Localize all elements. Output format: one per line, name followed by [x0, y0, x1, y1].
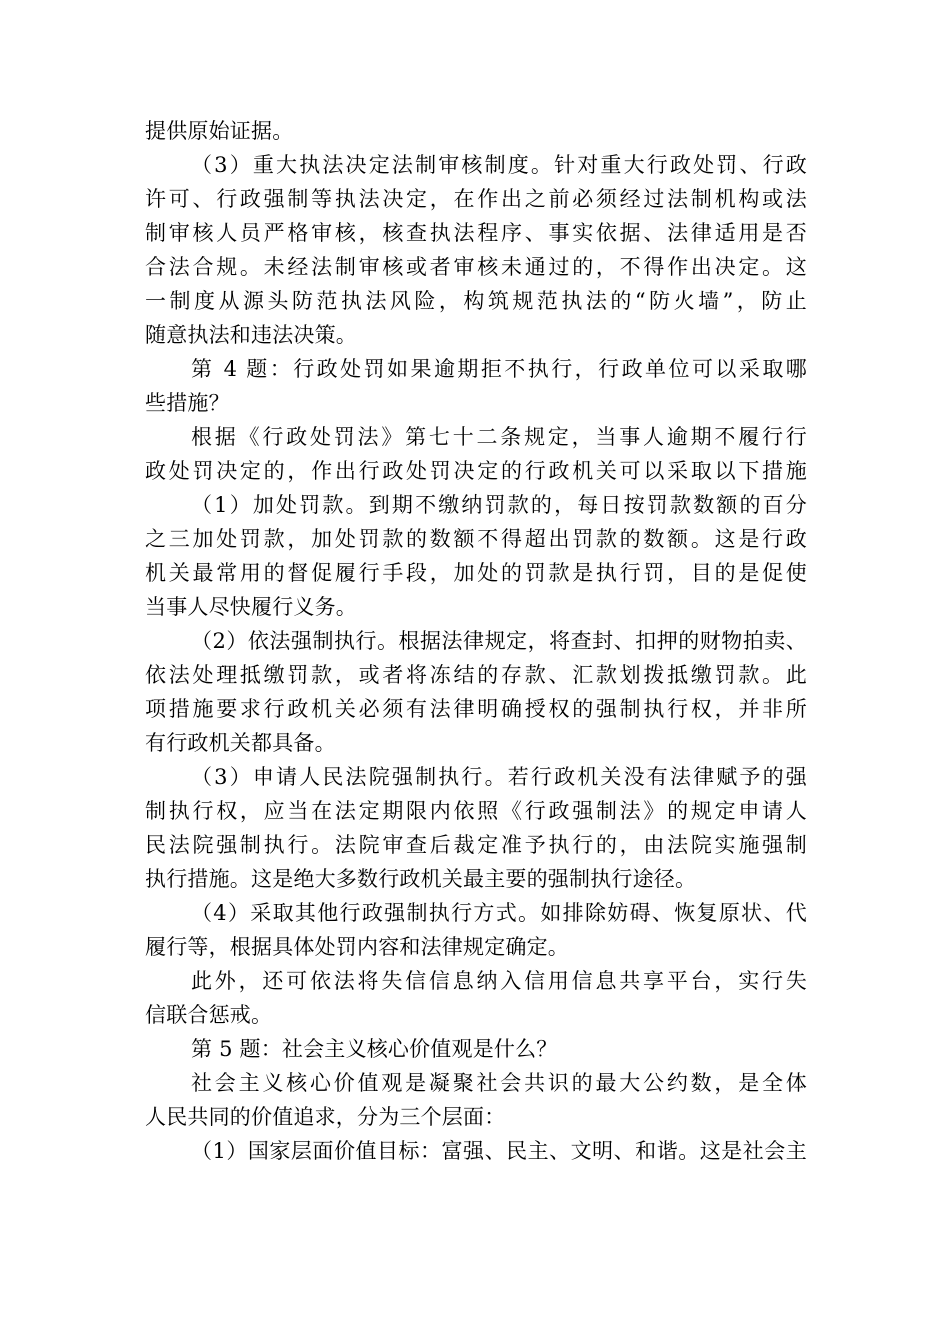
text-line: （1）加处罚款。到期不缴纳罚款的，每日按罚款数额的百分 — [191, 493, 807, 517]
text-line: 第 5 题：社会主义核心价值观是什么？ — [191, 1037, 558, 1061]
text-line: 执行措施。这是绝大多数行政机关最主要的强制执行途径。 — [145, 867, 697, 891]
text-line: 此外，还可依法将失信信息纳入信用信息共享平台，实行失 — [191, 969, 807, 993]
text-line: （3）重大执法决定法制审核制度。针对重大行政处罚、行政 — [191, 153, 807, 177]
document-body — [145, 114, 807, 1168]
text-line: 信联合惩戒。 — [145, 1003, 273, 1027]
text-line: 依法处理抵缴罚款，或者将冻结的存款、汇款划拨抵缴罚款。此 — [145, 663, 807, 687]
text-line: 提供原始证据。 — [145, 119, 294, 143]
text-line: 当事人尽快履行义务。 — [145, 595, 357, 619]
text-line: 民法院强制执行。法院审查后裁定准予执行的，由法院实施强制 — [145, 833, 807, 857]
text-line: 一制度从源头防范执法风险，构筑规范执法的“防火墙”，防止 — [145, 289, 807, 313]
text-line: 制执行权，应当在法定期限内依照《行政强制法》的规定申请人 — [145, 799, 807, 823]
text-line: （2）依法强制执行。根据法律规定，将查封、扣押的财物拍卖、 — [191, 629, 807, 653]
text-line: （4）采取其他行政强制执行方式。如排除妨碍、恢复原状、代 — [191, 901, 807, 925]
text-line: （1）国家层面价值目标：富强、民主、文明、和谐。这是社会主 — [191, 1139, 807, 1163]
text-line: 制审核人员严格审核，核查执法程序、事实依据、法律适用是否 — [145, 221, 807, 245]
text-line: （3）申请人民法院强制执行。若行政机关没有法律赋予的强 — [191, 765, 807, 789]
text-line: 有行政机关都具备。 — [145, 731, 336, 755]
text-line: 合法合规。未经法制审核或者审核未通过的，不得作出决定。这 — [145, 255, 807, 279]
text-line: 许可、行政强制等执法决定，在作出之前必须经过法制机构或法 — [145, 187, 807, 211]
text-line: 些措施？ — [145, 391, 230, 415]
text-line: 机关最常用的督促履行手段，加处的罚款是执行罚，目的是促使 — [145, 561, 807, 585]
text-line: 社会主义核心价值观是凝聚社会共识的最大公约数，是全体 — [191, 1071, 807, 1095]
text-line: 项措施要求行政机关必须有法律明确授权的强制执行权，并非所 — [145, 697, 807, 721]
text-line: 之三加处罚款，加处罚款的数额不得超出罚款的数额。这是行政 — [145, 527, 807, 551]
text-line: 政处罚决定的，作出行政处罚决定的行政机关可以采取以下措施 — [145, 459, 807, 483]
text-line: 履行等，根据具体处罚内容和法律规定确定。 — [145, 935, 569, 959]
text-line: 第 4 题：行政处罚如果逾期拒不执行，行政单位可以采取哪 — [191, 357, 807, 381]
text-line: 人民共同的价值追求，分为三个层面： — [145, 1105, 506, 1129]
text-line: 根据《行政处罚法》第七十二条规定，当事人逾期不履行行 — [191, 425, 807, 449]
text-line: 随意执法和违法决策。 — [145, 323, 357, 347]
